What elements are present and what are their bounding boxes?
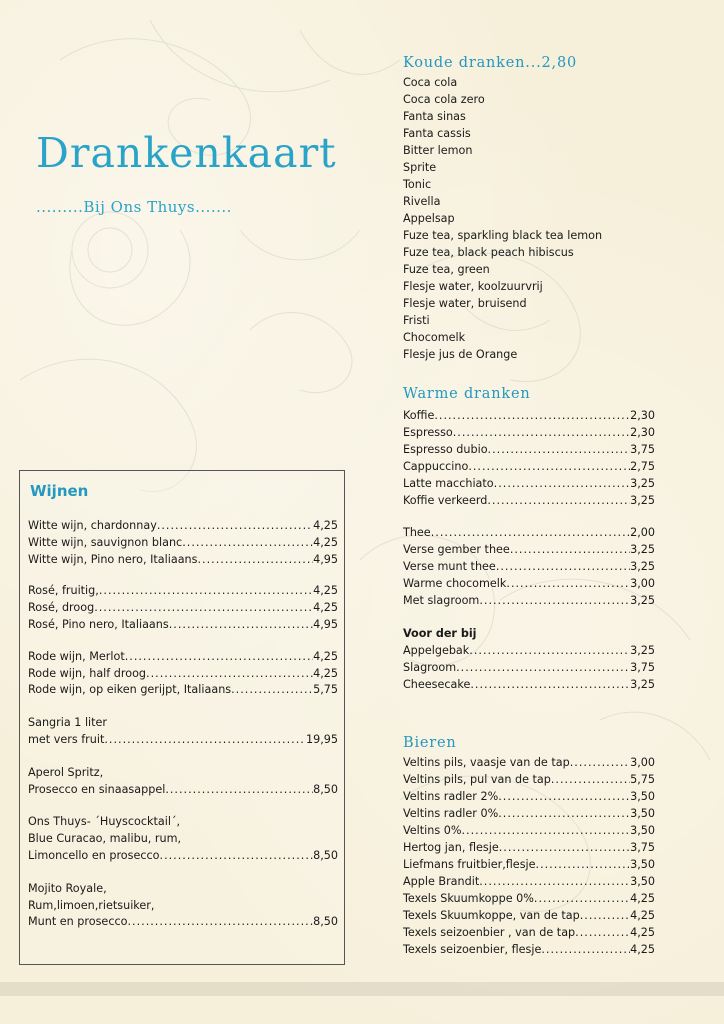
drink-item: Flesje jus de Orange [403,348,518,361]
item-name: Texels seizoenbier, flesje [403,943,542,956]
item-name: Met slagroom [403,594,480,607]
item-price: 3,25 [630,644,655,657]
drink-item: Fanta cassis [403,127,471,140]
item-name: Latte macchiato [403,477,494,490]
rose-list [28,583,338,633]
menu-item [403,558,655,575]
drink-item: Fuze tea, green [403,263,490,276]
aperol-line1: Aperol Spritz, [28,765,104,779]
menu-item [403,642,655,659]
item-price: 4,25 [313,666,338,680]
menu-item [403,524,655,541]
item-name: Veltins radler 2% [403,790,499,803]
item-name: Witte wijn, chardonnay [28,519,157,532]
dot-leader [157,518,313,535]
dot-leader [487,492,630,509]
item-name: Thee [403,526,431,539]
drink-item: Coca cola [403,76,458,89]
menu-item [403,659,655,676]
menu-item [403,407,655,424]
sangria-line1: Sangria 1 liter [28,716,108,730]
item-name: Slagroom [403,661,457,674]
item-name: Veltins pils, vaasje van de tap [403,756,570,769]
item-name: Munt en prosecco [28,915,128,929]
dot-leader [104,732,306,749]
menu-item [403,771,655,788]
bieren-list [403,754,655,958]
dot-leader [431,524,630,541]
wijnen-box [19,470,345,965]
koude-dranken-list [403,74,663,363]
item-name: Appelgebak [403,644,470,657]
menu-item [403,856,655,873]
menu-item [28,583,338,600]
drink-item: Fuze tea, black peach hibiscus [403,246,574,259]
menu-item [403,475,655,492]
item-price: 8,50 [313,915,338,929]
menu-item [28,518,338,535]
dot-leader [462,822,631,839]
menu-item [28,682,338,699]
item-name: Liefmans fruitbier,flesje [403,858,536,871]
menu-item [403,890,655,907]
mojito-line1: Mojito Royale, [28,881,107,895]
item-price: 3,50 [630,824,655,837]
item-name: Verse gember thee [403,543,510,556]
menu-item [403,492,655,509]
warme-dranken-heading: Warme dranken [403,386,531,402]
dot-leader [453,424,630,441]
menu-item [403,907,655,924]
menu-item [403,822,655,839]
item-price: 4,25 [630,926,655,939]
dot-leader [456,659,630,676]
item-name: Apple Brandit [403,875,480,888]
item-price: 3,75 [630,841,655,854]
item-name: Witte wijn, Pino nero, Italiaans [28,552,198,566]
menu-item [403,788,655,805]
item-name: Limoncello en prosecco [28,848,160,862]
item-price: 3,25 [630,494,655,507]
dot-leader [570,754,630,771]
item-price: 3,75 [630,443,655,456]
item-name: Koffie verkeerd [403,494,488,507]
dot-leader [197,552,313,569]
item-name: Cappuccino [403,460,469,473]
item-price: 3,75 [630,661,655,674]
item-price: 4,25 [313,584,338,598]
item-price: 3,25 [630,678,655,691]
voor-der-bij-list [403,642,655,693]
drink-item: Tonic [403,178,432,191]
koude-dranken-heading: Koude dranken...2,80 [403,55,577,71]
item-price: 3,50 [630,790,655,803]
menu-item [403,541,655,558]
sangria-item [28,715,338,749]
dot-leader [165,782,313,799]
dot-leader [479,873,630,890]
dot-leader [499,839,630,856]
dot-leader [498,805,630,822]
huyscocktail-item [28,814,338,864]
dot-leader [496,558,630,575]
item-name: Rode wijn, half droog [28,666,147,680]
aperol-price-line [28,782,338,799]
item-name: Prosecco en sinaasappel [28,782,166,796]
drink-item: Appelsap [403,212,455,225]
menu-item [403,941,655,958]
dot-leader [469,642,630,659]
item-price: 3,50 [630,807,655,820]
item-price: 3,50 [630,875,655,888]
dot-leader [580,907,630,924]
item-name: Koffie [403,409,435,422]
drink-item: Sprite [403,161,437,174]
item-price: 2,00 [630,526,655,539]
item-name: Texels seizoenbier , van de tap [403,926,576,939]
drink-item: Bitter lemon [403,144,473,157]
dot-leader [506,575,630,592]
drink-item: Chocomelk [403,331,466,344]
menu-item [403,805,655,822]
warme-dranken-list [403,407,655,509]
item-name: Witte wijn, sauvignon blanc [28,535,183,549]
item-name: Espresso [403,426,453,439]
dot-leader [125,649,313,666]
dot-leader [488,441,631,458]
drink-item: Fuze tea, sparkling black tea lemon [403,229,603,242]
drink-item: Flesje water, koolzuurvrij [403,280,543,293]
dot-leader [127,914,313,931]
drink-item: Rivella [403,195,441,208]
wijnen-list [28,518,338,931]
dot-leader [99,583,313,600]
huyscocktail-line1: Ons Thuys- ´Huyscocktail´, [28,815,181,829]
item-name: Rosé, Pino nero, Italiaans [28,617,169,631]
dot-leader [231,682,313,699]
dot-leader [536,856,631,873]
item-name: Verse munt thee [403,560,496,573]
menu-item [403,424,655,441]
dot-leader [169,617,313,634]
dot-leader [534,890,630,907]
voor-der-bij-section [403,625,655,693]
dot-leader [434,407,630,424]
menu-item [28,600,338,617]
item-name: Rosé, fruitig, [28,584,99,598]
witte-wijn-list [28,518,338,568]
item-price: 4,25 [313,535,338,549]
menu-item [403,592,655,609]
item-price: 5,75 [630,773,655,786]
item-price: 3,50 [630,858,655,871]
item-name: Veltins radler 0% [403,807,499,820]
item-price: 19,95 [305,732,338,746]
menu-item [403,441,655,458]
menu-item [403,575,655,592]
dot-leader [146,666,313,683]
warme-dranken-section [403,385,655,609]
item-price: 4,25 [630,892,655,905]
mojito-price-line [28,914,338,931]
item-price: 2,30 [630,409,655,422]
item-name: Espresso dubio [403,443,488,456]
item-name: Veltins 0% [403,824,462,837]
mojito-line2: Rum,limoen,rietsuiker, [28,898,155,912]
item-price: 2,75 [630,460,655,473]
item-price: 4,25 [630,909,655,922]
item-price: 4,25 [313,649,338,663]
item-name: Rode wijn, Merlot [28,649,125,663]
item-price: 3,25 [630,560,655,573]
item-price: 3,00 [630,577,655,590]
dot-leader [510,541,630,558]
item-name: Warme chocomelk [403,577,507,590]
item-name: Cheesecake [403,678,471,691]
item-price: 4,95 [313,552,338,566]
drink-item: Coca cola zero [403,93,485,106]
dot-leader [468,458,630,475]
item-name: Rosé, droog [28,601,95,615]
menu-item [403,754,655,771]
huyscocktail-line2: Blue Curacao, malibu, rum, [28,832,182,846]
menu-item [403,676,655,693]
thee-list [403,524,655,609]
dot-leader [160,848,314,865]
wijnen-heading: Wijnen [30,482,89,500]
menu-item [28,535,338,552]
item-name: Texels Skuumkoppe, van de tap [403,909,580,922]
item-price: 4,95 [313,617,338,631]
dot-leader [551,771,630,788]
menu-item [28,666,338,683]
drink-item: Flesje water, bruisend [403,297,527,310]
item-price: 4,25 [313,601,338,615]
item-price: 3,25 [630,543,655,556]
item-name: met vers fruit [28,732,105,746]
bieren-heading: Bieren [403,735,457,751]
menu-item [403,924,655,941]
menu-item [28,617,338,634]
voor-der-bij-heading: Voor der bij [403,627,477,640]
dot-leader [479,592,630,609]
drink-item: Fristi [403,314,430,327]
item-name: Hertog jan, flesje [403,841,499,854]
dot-leader [498,788,630,805]
item-name: Rode wijn, op eiken gerijpt, Italiaans [28,683,232,697]
dot-leader [182,535,313,552]
item-name: Texels Skuumkoppe 0% [403,892,534,905]
dot-leader [470,676,630,693]
aperol-item [28,765,338,799]
bieren-section [403,734,655,958]
dot-leader [94,600,313,617]
menu-item [403,839,655,856]
item-price: 3,25 [630,594,655,607]
koude-dranken-section [403,54,663,363]
item-name: Veltins pils, pul van de tap [403,773,551,786]
item-price: 8,50 [313,848,338,862]
page-subtitle: .........Bij Ons Thuys....... [36,198,232,216]
huyscocktail-price-line [28,848,338,865]
menu-item [403,873,655,890]
menu-item [403,458,655,475]
item-price: 8,50 [313,782,338,796]
page-title: Drankenkaart [36,129,337,177]
sangria-price-line [28,732,338,749]
menu-item [28,649,338,666]
item-price: 3,00 [630,756,655,769]
drink-item: Fanta sinas [403,110,466,123]
menu-item [28,552,338,569]
bottom-shadow-strip [0,982,724,996]
item-price: 5,75 [313,683,338,697]
dot-leader [541,941,630,958]
item-price: 4,25 [313,519,338,532]
dot-leader [575,924,630,941]
mojito-item [28,881,338,931]
item-price: 3,25 [630,477,655,490]
rode-wijn-list [28,649,338,699]
item-price: 4,25 [630,943,655,956]
dot-leader [494,475,630,492]
item-price: 2,30 [630,426,655,439]
